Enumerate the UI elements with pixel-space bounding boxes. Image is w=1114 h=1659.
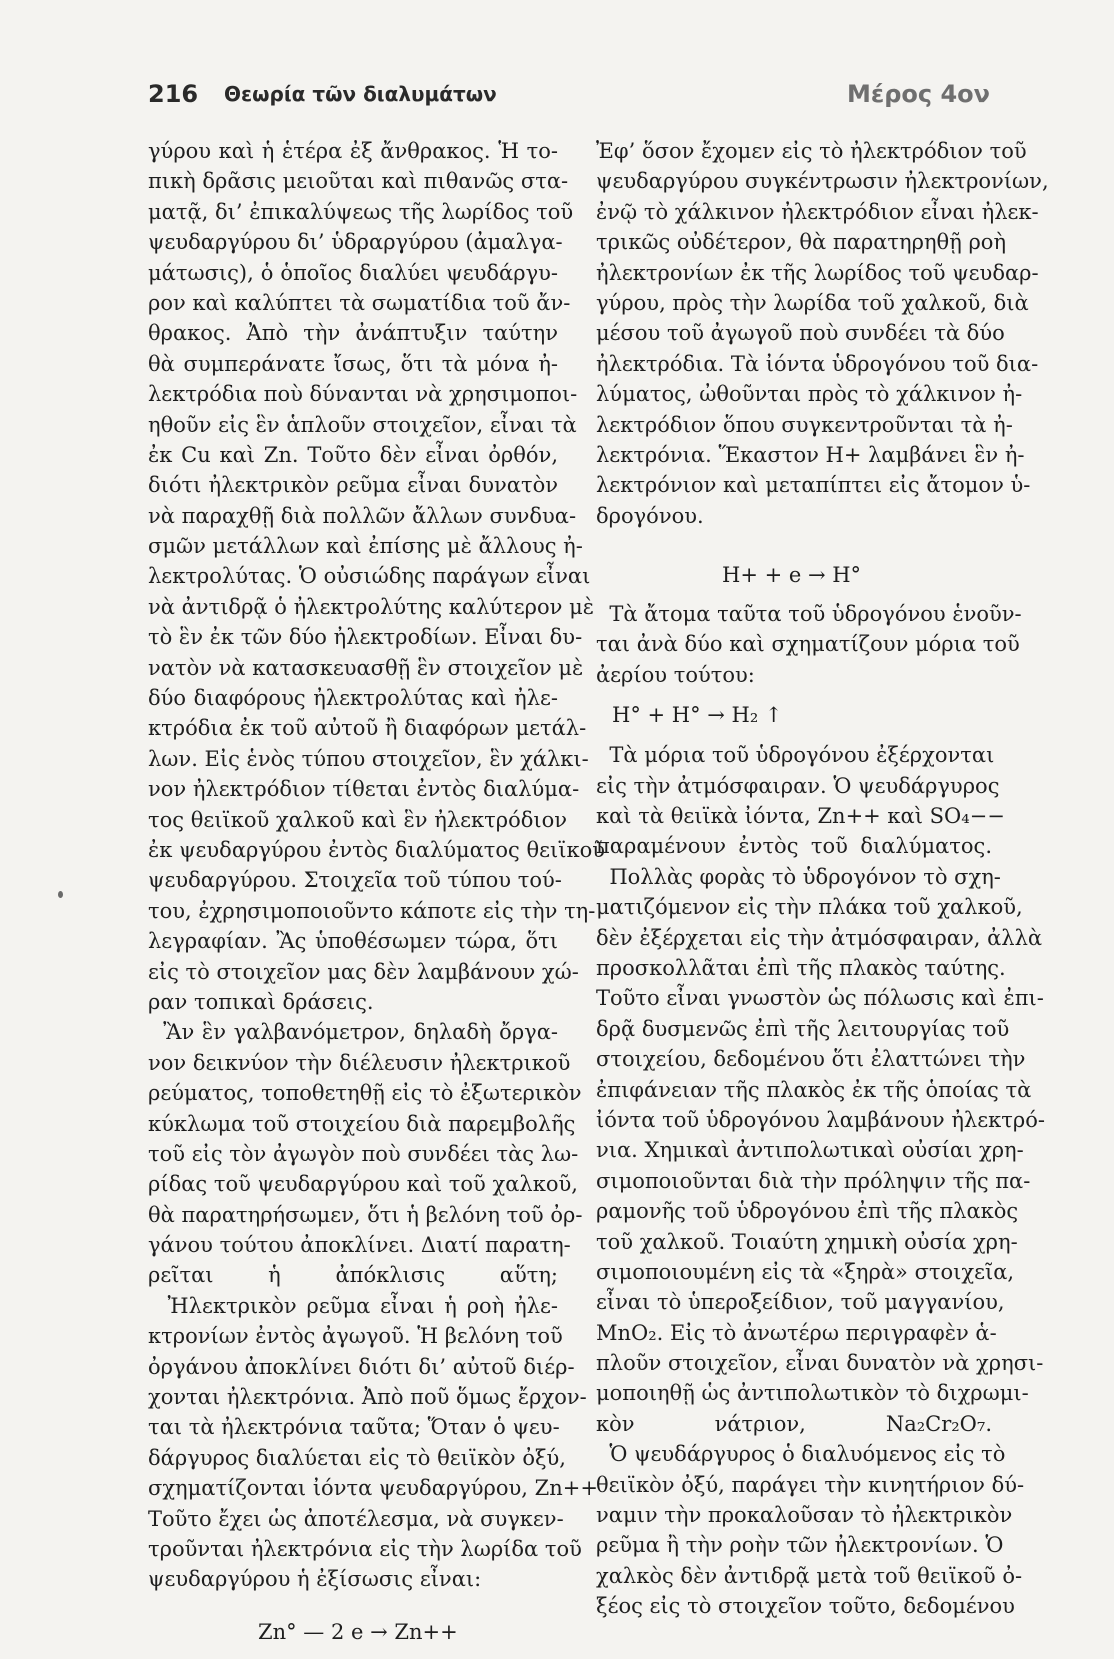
- text-line: γάνου τούτου ἀποκλίνει. Διατί παρατη-: [148, 1233, 571, 1258]
- text-line: ἀερίου τούτου:: [596, 662, 755, 687]
- text-line: στοιχείου, δεδομένου ὅτι ἐλαττώνει τὴν: [596, 1047, 1026, 1072]
- right-paragraph-block-3: [596, 740, 1045, 1621]
- text-line: λεκτρόνια. Ἕκαστον H+ λαμβάνει ἓν ἠ-: [596, 442, 1025, 467]
- right-column: [596, 136, 1049, 1622]
- text-line: ἐκ Cu καὶ Zn. Τοῦτο δὲν εἶναι ὀρθόν,: [148, 442, 558, 467]
- text-line: Τοῦτο ἔχει ὡς ἀποτέλεσμα, νὰ συγκεν-: [148, 1506, 564, 1531]
- text-line: πλοῦν στοιχεῖον, εἶναι δυνατὸν νὰ χρησι-: [596, 1351, 1044, 1376]
- text-line: ματᾷ, δι’ ἐπικαλύψεως τῆς λωρίδος τοῦ: [148, 199, 574, 224]
- text-line: πικὴ δρᾶσις μειοῦται καὶ πιθανῶς στα-: [148, 169, 569, 194]
- left-column: [148, 136, 606, 1659]
- text-line: τροῦνται ἠλεκτρόνια εἰς τὴν λωρίδα τοῦ: [148, 1536, 582, 1561]
- text-line: MnO₂. Εἰς τὸ ἀνωτέρω περιγραφὲν ἁ-: [596, 1320, 997, 1345]
- text-line: τοῦ χαλκοῦ. Τοιαύτη χημικὴ οὐσία χρη-: [596, 1229, 1018, 1254]
- text-line: Τοῦτο εἶναι γνωστὸν ὡς πόλωσις καὶ ἐπι-: [596, 986, 1044, 1011]
- margin-mark: [58, 891, 63, 898]
- text-line: νια. Χημικαὶ ἀντιπολωτικαὶ οὐσίαι χρη-: [596, 1138, 1024, 1163]
- text-line: κτρονίων ἐντὸς ἀγωγοῦ. Ἡ βελόνη τοῦ: [148, 1324, 563, 1349]
- text-line: Ὁ ψευδάργυρος ὁ διαλυόμενος εἰς τὸ: [596, 1442, 1006, 1467]
- text-line: δρογόνου.: [596, 503, 704, 528]
- text-line: ἐκ ψευδαργύρου ἐντὸς διαλύματος θειϊκοῦ: [148, 837, 606, 862]
- text-line: ται ἀνὰ δύο καὶ σχηματίζουν μόρια τοῦ: [596, 632, 1020, 657]
- hydrogen-reduction-equation: H+ + e → H°: [722, 563, 862, 588]
- text-line: μέσου τοῦ ἀγωγοῦ ποὺ συνδέει τὰ δύο: [596, 321, 1005, 346]
- text-line: λεκτρολύτας. Ὁ οὐσιώδης παράγων εἶναι: [148, 564, 591, 589]
- text-line: κύκλωμα τοῦ στοιχείου διὰ παρεμβολῆς: [148, 1111, 576, 1136]
- text-line: νον δεικνύον τὴν διέλευσιν ἠλεκτρικοῦ: [148, 1050, 571, 1075]
- text-line: ραμονῆς τοῦ ὑδρογόνου ἐπὶ τῆς πλακὸς: [596, 1199, 1019, 1224]
- text-line: λων. Εἰς ἑνὸς τύπου στοιχεῖον, ἓν χάλκι-: [148, 746, 589, 771]
- text-line: λύματος, ὠθοῦνται πρὸς τὸ χάλκινον ἠ-: [596, 382, 1023, 407]
- text-line: ρεῖται ἡ ἀπόκλισις αὕτη;: [148, 1263, 558, 1288]
- text-line: γύρου καὶ ἡ ἑτέρα ἐξ ἄνθρακος. Ἡ το-: [148, 139, 558, 163]
- text-line: ψευδαργύρου. Στοιχεῖα τοῦ τύπου τού-: [148, 868, 562, 893]
- text-line: ἰόντα τοῦ ὑδρογόνου λαμβάνουν ἠλεκτρό-: [596, 1107, 1045, 1132]
- section-label: Μέρος 4ον: [846, 80, 990, 108]
- text-line: λεκτρόδιον ὅπου συγκεντροῦνται τὰ ἠ-: [596, 412, 1013, 437]
- text-line: τος θειϊκοῦ χαλκοῦ καὶ ἓν ἠλεκτρόδιον: [148, 807, 568, 832]
- text-line: ρεύματος, τοποθετηθῇ εἰς τὸ ἐξωτερικὸν: [148, 1081, 582, 1106]
- text-line: γύρου, πρὸς τὴν λωρίδα τοῦ χαλκοῦ, διὰ: [596, 290, 1029, 315]
- text-line: τρικῶς οὐδέτερον, θὰ παρατηρηθῇ ροὴ: [596, 230, 1007, 255]
- zinc-oxidation-equation: Zn° — 2 e → Zn++: [258, 1619, 458, 1644]
- running-title: Θεωρία τῶν διαλυμάτων: [224, 82, 497, 106]
- text-line: ἠλεκτρόδια. Τὰ ἰόντα ὑδρογόνου τοῦ δια-: [596, 351, 1039, 376]
- text-line: ἐνῷ τὸ χάλκινον ἠλεκτρόδιον εἶναι ἠλεκ-: [596, 199, 1039, 224]
- text-line: ψευδαργύρου ἡ ἐξίσωσις εἶναι:: [148, 1567, 482, 1592]
- text-line: νὰ ἀντιδρᾷ ὁ ἠλεκτρολύτης καλύτερον μὲ: [148, 594, 595, 619]
- text-line: νον ἠλεκτρόδιον τίθεται ἐντὸς διαλύμα-: [148, 777, 580, 802]
- text-line: σμῶν μετάλλων καὶ ἐπίσης μὲ ἄλλους ἠ-: [148, 534, 583, 559]
- text-line: μάτωσις), ὁ ὁποῖος διαλύει ψευδάργυ-: [148, 260, 558, 285]
- text-line: ται τὰ ἠλεκτρόνια ταῦτα; Ὅταν ὁ ψευ-: [148, 1415, 560, 1440]
- right-paragraph-block-2: [596, 599, 1022, 690]
- left-paragraph-block-1: [148, 136, 606, 1017]
- text-line: ραν τοπικαὶ δράσεις.: [148, 989, 374, 1014]
- text-line: λεκτρόδια ποὺ δύνανται νὰ χρησιμοποι-: [148, 382, 578, 407]
- text-line: θειϊκὸν ὀξύ, παράγει τὴν κινητήριον δύ-: [596, 1472, 1025, 1497]
- text-line: θὰ παρατηρήσωμεν, ὅτι ἡ βελόνη τοῦ ὀρ-: [148, 1202, 583, 1227]
- text-line: νὰ παραχθῇ διὰ πολλῶν ἄλλων συνδυα-: [148, 503, 577, 528]
- text-line: ρον καὶ καλύπτει τὰ σωματίδια τοῦ ἄν-: [148, 290, 571, 315]
- page-number: 216: [148, 80, 199, 108]
- right-paragraph-block-1: [596, 136, 1049, 531]
- text-line: προσκολλᾶται ἐπὶ τῆς πλακὸς ταύτης.: [596, 955, 1006, 980]
- text-line: δάργυρος διαλύεται εἰς τὸ θειϊκὸν ὀξύ,: [148, 1445, 566, 1470]
- text-line: Ἐφ’ ὅσον ἔχομεν εἰς τὸ ἠλεκτρόδιον τοῦ: [596, 139, 1027, 163]
- text-line: Ἠλεκτρικὸν ρεῦμα εἶναι ἡ ροὴ ἠλε-: [148, 1293, 558, 1318]
- text-line: δὲν ἐξέρχεται εἰς τὴν ἀτμόσφαιραν, ἀλλὰ: [596, 925, 1043, 950]
- left-paragraph-block-2: [148, 1017, 598, 1594]
- text-line: κτρόδια ἐκ τοῦ αὐτοῦ ἢ διαφόρων μετάλ-: [148, 716, 587, 741]
- text-line: καὶ τὰ θειϊκὰ ἰόντα, Zn++ καὶ SO₄−−: [596, 804, 1005, 829]
- text-line: λεγραφίαν. Ἂς ὑποθέσωμεν τώρα, ὅτι: [148, 929, 558, 954]
- text-line: διότι ἠλεκτρικὸν ρεῦμα εἶναι δυνατὸν: [148, 473, 558, 498]
- text-line: ὀργάνου ἀποκλίνει διότι δι’ αὐτοῦ διέρ-: [148, 1354, 575, 1379]
- text-line: ἠλεκτρονίων ἐκ τῆς λωρίδος τοῦ ψευδαρ-: [596, 260, 1039, 285]
- page-header: [148, 80, 990, 112]
- text-line: παραμένουν ἐντὸς τοῦ διαλύματος.: [596, 834, 992, 859]
- text-line: Ἂν ἓν γαλβανόμετρον, δηλαδὴ ὄργα-: [148, 1020, 558, 1045]
- text-line: δρᾷ δυσμενῶς ἐπὶ τῆς λειτουργίας τοῦ: [596, 1016, 1010, 1041]
- text-line: ηθοῦν εἰς ἓν ἁπλοῦν στοιχεῖον, εἶναι τὰ: [148, 412, 577, 437]
- text-line: ρεῦμα ἢ τὴν ροὴν τῶν ἠλεκτρονίων. Ὁ: [596, 1533, 1004, 1558]
- text-line: τοῦ εἰς τὸν ἀγωγὸν ποὺ συνδέει τὰς λω-: [148, 1141, 579, 1166]
- text-line: σιμοποιουμένη εἰς τὰ «ξηρὰ» στοιχεῖα,: [596, 1259, 1015, 1284]
- text-line: σχηματίζονται ἰόντα ψευδαργύρου, Zn++: [148, 1476, 598, 1501]
- text-line: θρακος. Ἀπὸ τὴν ἀνάπτυξιν ταύτην: [148, 321, 558, 346]
- text-line: Τὰ μόρια τοῦ ὑδρογόνου ἐξέρχονται: [596, 743, 995, 768]
- text-line: τὸ ἓν ἐκ τῶν δύο ἠλεκτροδίων. Εἶναι δυ-: [148, 625, 583, 650]
- text-line: Πολλὰς φορὰς τὸ ὑδρογόνον τὸ σχη-: [596, 864, 1001, 889]
- text-line: σιμοποιοῦνται διὰ τὴν πρόληψιν τῆς πα-: [596, 1168, 1031, 1193]
- text-line: ἐπιφάνειαν τῆς πλακὸς ἐκ τῆς ὁποίας τὰ: [596, 1077, 1032, 1102]
- text-line: του, ἐχρησιμοποιοῦντο κάποτε εἰς τὴν τη-: [148, 898, 596, 923]
- hydrogen-molecule-equation: H° + H° → H₂ ↑: [612, 703, 783, 728]
- text-line: ναμιν τὴν προκαλοῦσαν τὸ ἠλεκτρικὸν: [596, 1503, 1013, 1528]
- text-line: ψευδαργύρου δι’ ὑδραργύρου (ἀμαλγα-: [148, 230, 563, 255]
- text-line: νατὸν νὰ κατασκευασθῇ ἓν στοιχεῖον μὲ: [148, 655, 584, 680]
- text-line: κὸν νάτριον, Na₂Cr₂O₇.: [596, 1411, 992, 1436]
- text-line: ματιζόμενον εἰς τὴν πλάκα τοῦ χαλκοῦ,: [596, 895, 1023, 920]
- text-line: εἶναι τὸ ὑπεροξείδιον, τοῦ μαγγανίου,: [596, 1290, 1005, 1315]
- text-line: δύο διαφόρους ἠλεκτρολύτας καὶ ἠλε-: [148, 686, 558, 711]
- text-line: ψευδαργύρου συγκέντρωσιν ἠλεκτρονίων,: [596, 169, 1049, 194]
- text-line: χαλκὸς δὲν ἀντιδρᾷ μετὰ τοῦ θειϊκοῦ ὀ-: [596, 1563, 1023, 1588]
- text-line: Τὰ ἄτομα ταῦτα τοῦ ὑδρογόνου ἑνοῦν-: [596, 602, 1022, 627]
- text-line: μοποιηθῇ ὡς ἀντιπολωτικὸν τὸ διχρωμι-: [596, 1381, 1029, 1406]
- text-line: ξέος εἰς τὸ στοιχεῖον τοῦτο, δεδομένου: [596, 1594, 1015, 1619]
- text-line: εἰς τὸ στοιχεῖον μας δὲν λαμβάνουν χώ-: [148, 959, 579, 984]
- text-line: λεκτρόνιον καὶ μεταπίπτει εἰς ἄτομον ὑ-: [596, 473, 1031, 498]
- text-line: εἰς τὴν ἀτμόσφαιραν. Ὁ ψευδάργυρος: [596, 773, 1000, 798]
- text-line: ρίδας τοῦ ψευδαργύρου καὶ τοῦ χαλκοῦ,: [148, 1172, 578, 1197]
- text-line: χονται ἠλεκτρόνια. Ἀπὸ ποῦ ὅμως ἔρχον-: [148, 1385, 587, 1410]
- text-line: θὰ συμπεράνατε ἴσως, ὅτι τὰ μόνα ἠ-: [148, 351, 558, 376]
